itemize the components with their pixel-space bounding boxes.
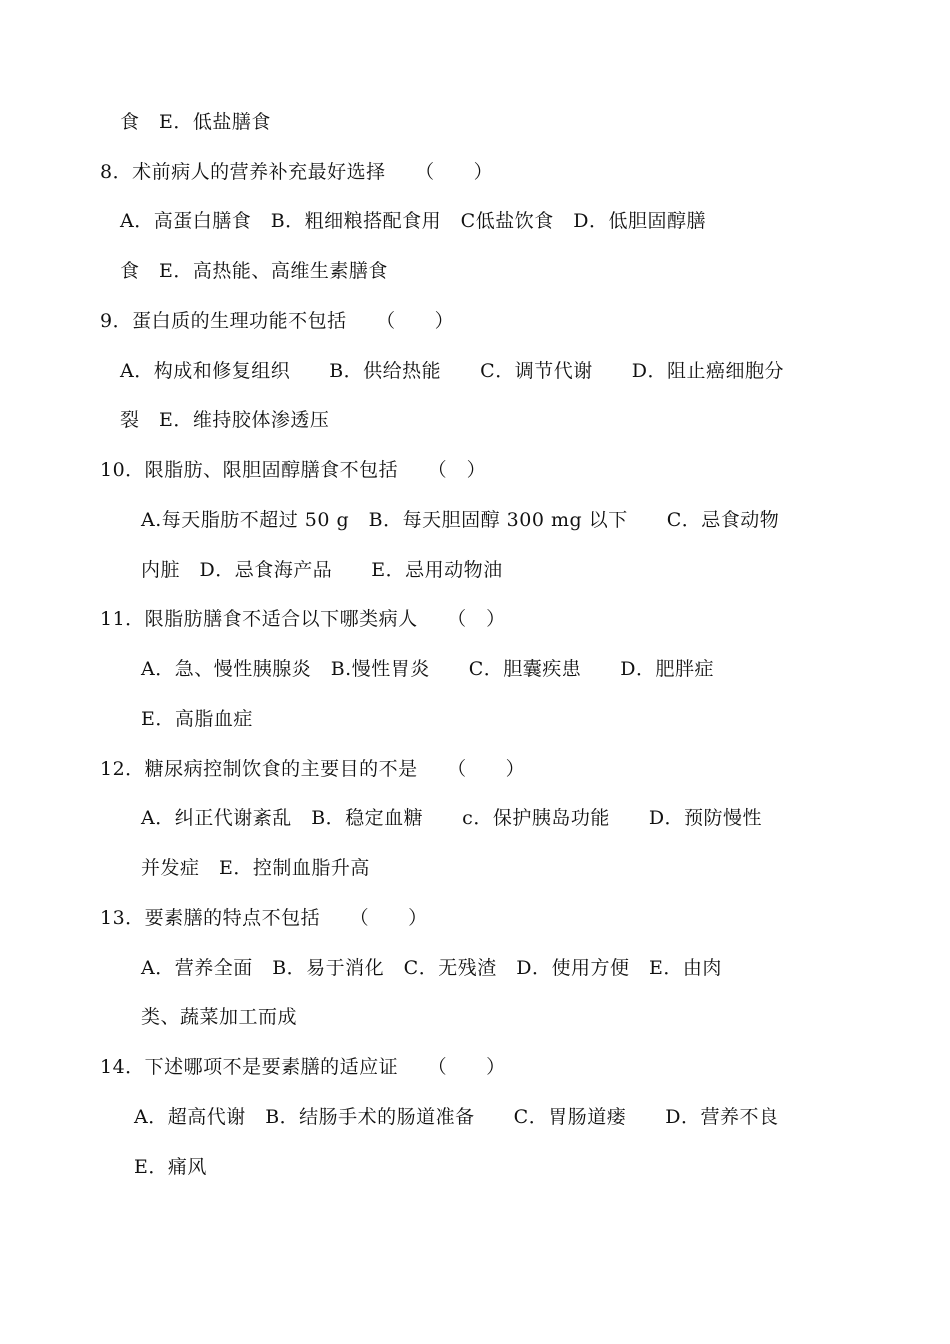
question-11-options-continued: E．高脂血症 — [141, 708, 253, 730]
question-8-stem: 8．术前病人的营养补充最好选择 （ ） — [100, 161, 494, 183]
question-9-options: A．构成和修复组织 B．供给热能 C．调节代谢 D．阻止癌细胞分 — [120, 360, 784, 382]
question-12-stem: 12．糖尿病控制饮食的主要目的不是 （ ） — [100, 758, 526, 780]
question-8-options-continued: 食 E．高热能、高维生素膳食 — [120, 260, 388, 282]
q7-options-continued: 食 E．低盐膳食 — [120, 111, 271, 133]
question-10-options: A.每天脂肪不超过 50 g B．每天胆固醇 300 mg 以下 C．忌食动物 — [141, 509, 780, 531]
question-14-options-continued: E．痛风 — [134, 1156, 207, 1178]
question-9-options-continued: 裂 E．维持胶体渗透压 — [120, 409, 330, 431]
question-14-stem: 14．下述哪项不是要素膳的适应证 （ ） — [100, 1056, 506, 1078]
question-12-options-continued: 并发症 E．控制血脂升高 — [141, 857, 370, 879]
question-12-options: A．纠正代谢紊乱 B．稳定血糖 c．保护胰岛功能 D．预防慢性 — [141, 807, 763, 829]
question-9-stem: 9．蛋白质的生理功能不包括 （ ） — [100, 310, 455, 332]
question-11-options: A．急、慢性胰腺炎 B.慢性胃炎 C．胆囊疾患 D．肥胖症 — [141, 658, 714, 680]
question-14-options: A．超高代谢 B．结肠手术的肠道准备 C．胃肠道瘘 D．营养不良 — [134, 1106, 779, 1128]
question-13-stem: 13．要素膳的特点不包括 （ ） — [100, 907, 428, 929]
question-8-options: A．高蛋白膳食 B．粗细粮搭配食用 C低盐饮食 D．低胆固醇膳 — [120, 210, 706, 232]
question-10-stem: 10．限脂肪、限胆固醇膳食不包括 （ ） — [100, 459, 487, 481]
question-13-options-continued: 类、蔬菜加工而成 — [141, 1006, 298, 1028]
question-10-options-continued: 内脏 D．忌食海产品 E．忌用动物油 — [141, 559, 503, 581]
question-13-options: A．营养全面 B．易于消化 C．无残渣 D．使用方便 E．由肉 — [141, 957, 722, 979]
question-11-stem: 11．限脂肪膳食不适合以下哪类病人 （ ） — [100, 608, 506, 630]
